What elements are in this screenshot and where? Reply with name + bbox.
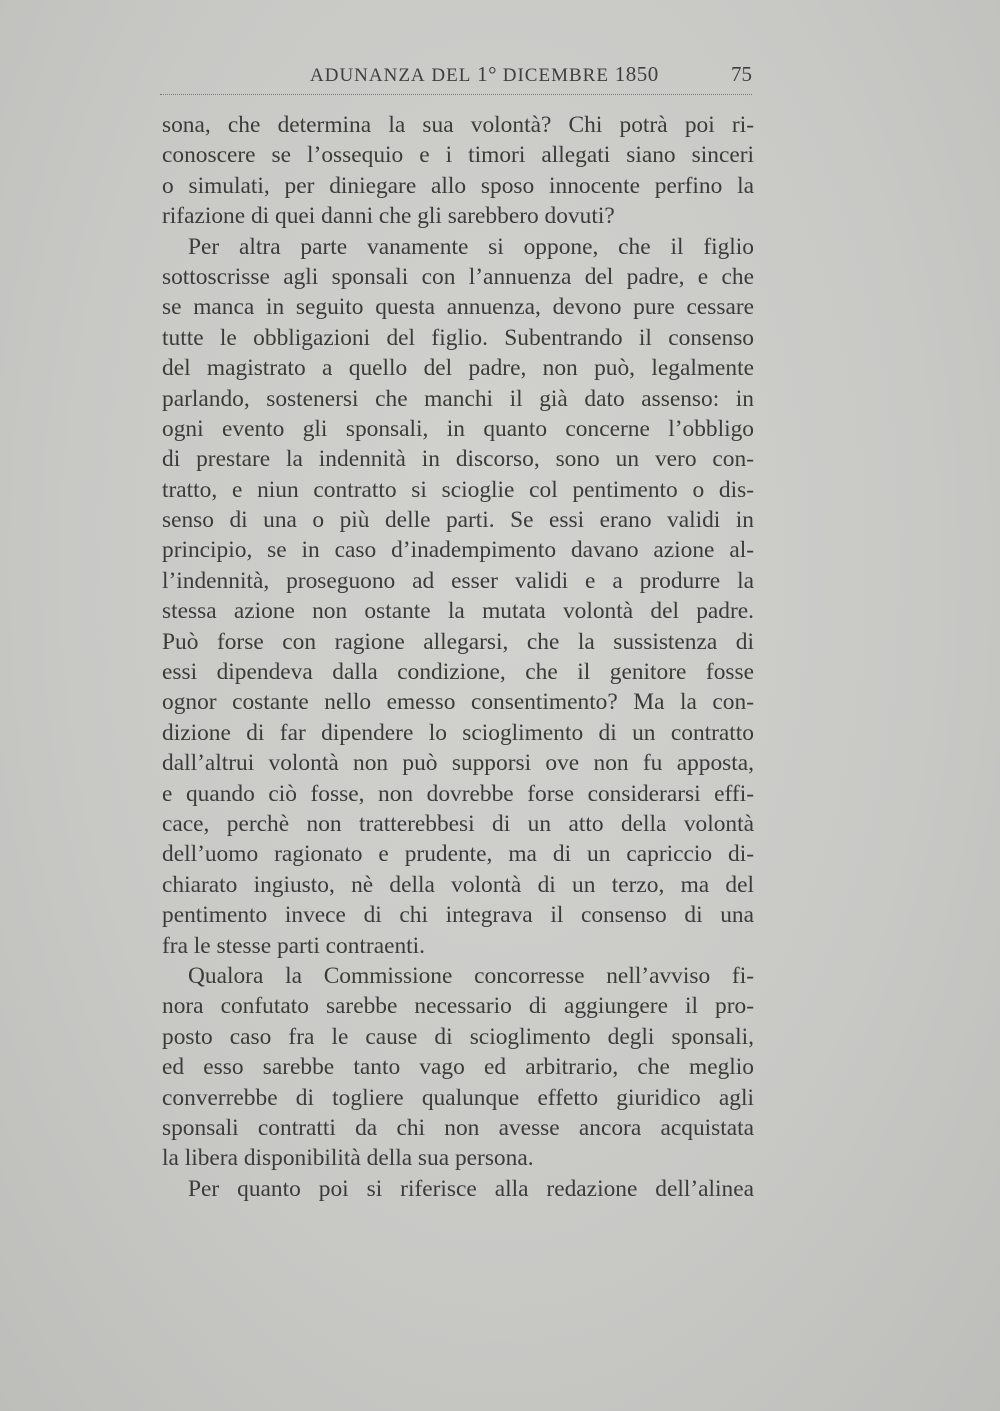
text-line: cace, perchè non tratterebbesi di un atto della volontà — [162, 810, 754, 837]
paragraph-first-line: Qualora la Commissione concorresse nell’avviso fi- — [188, 962, 754, 989]
text-line: stessa azione non ostante la mutata volontà del padre. — [162, 598, 754, 625]
text-line: chiarato ingiusto, nè della volontà di un terzo, ma del — [162, 871, 754, 898]
text-line: sponsali contratti da chi non avesse ancora acquistata — [162, 1114, 754, 1141]
text-line: converrebbe di togliere qualunque effetto giuridico agli — [162, 1084, 754, 1111]
body-text — [162, 110, 754, 1204]
text-line: dall’altrui volontà non può supporsi ove non fu apposta, — [162, 750, 754, 777]
text-line: dell’uomo ragionato e prudente, ma di un capriccio di- — [162, 841, 754, 868]
text-line: conoscere se l’ossequio e i timori allegati siano sinceri — [162, 142, 754, 169]
text-line: essi dipendeva dalla condizione, che il genitore fosse — [162, 659, 754, 686]
page-header — [160, 58, 752, 95]
text-line: del magistrato a quello del padre, non può, legalmente — [162, 355, 754, 382]
text-line: ed esso sarebbe tanto vago ed arbitrario, che meglio — [162, 1054, 754, 1081]
text-line: ognor costante nello emesso consentimento? Ma la con- — [162, 689, 754, 716]
text-line: nora confutato sarebbe necessario di aggiungere il pro- — [162, 993, 754, 1020]
paragraph-first-line: Per altra parte vanamente si oppone, che il figlio — [188, 233, 754, 260]
text-line: fra le stesse parti contraenti. — [162, 932, 426, 959]
text-line: dizione di far dipendere lo scioglimento di un contratto — [162, 719, 754, 746]
text-line: l’indennità, proseguono ad esser validi e a produrre la — [162, 567, 754, 594]
text-line: pentimento invece di chi integrava il consenso di una — [162, 902, 754, 929]
text-line: parlando, sostenersi che manchi il già dato assenso: in — [162, 385, 754, 412]
text-line: o simulati, per diniegare allo sposo innocente perfino la — [162, 172, 754, 199]
text-line: ogni evento gli sponsali, in quanto concerne l’obbligo — [162, 415, 754, 442]
running-head: ADUNANZA DEL 1° DICEMBRE 1850 — [310, 62, 659, 86]
text-line: Può forse con ragione allegarsi, che la sussistenza di — [162, 628, 754, 655]
text-line: se manca in seguito questa annuenza, devono pure cessare — [162, 294, 754, 321]
text-line: posto caso fra le cause di scioglimento degli sponsali, — [162, 1023, 754, 1050]
paragraph-first-line: Per quanto poi si riferisce alla redazione dell’alinea — [188, 1175, 754, 1202]
text-line: tratto, e niun contratto si scioglie col pentimento o dis- — [162, 476, 754, 503]
text-line: sottoscrisse agli sponsali con l’annuenza del padre, e che — [162, 263, 754, 290]
text-line: principio, se in caso d’inadempimento davano azione al- — [162, 537, 754, 564]
page-number: 75 — [731, 62, 752, 86]
text-line: la libera disponibilità della sua persona. — [162, 1145, 534, 1172]
text-line: e quando ciò fosse, non dovrebbe forse considerarsi effi- — [162, 780, 754, 807]
text-line: senso di una o più delle parti. Se essi erano validi in — [162, 507, 754, 534]
text-line: tutte le obbligazioni del figlio. Subentrando il consenso — [162, 324, 754, 351]
text-line: di prestare la indennità in discorso, sono un vero con- — [162, 446, 754, 473]
text-line: rifazione di quei danni che gli sarebbero dovuti? — [162, 203, 615, 230]
text-line: sona, che determina la sua volontà? Chi potrà poi ri- — [162, 112, 754, 138]
